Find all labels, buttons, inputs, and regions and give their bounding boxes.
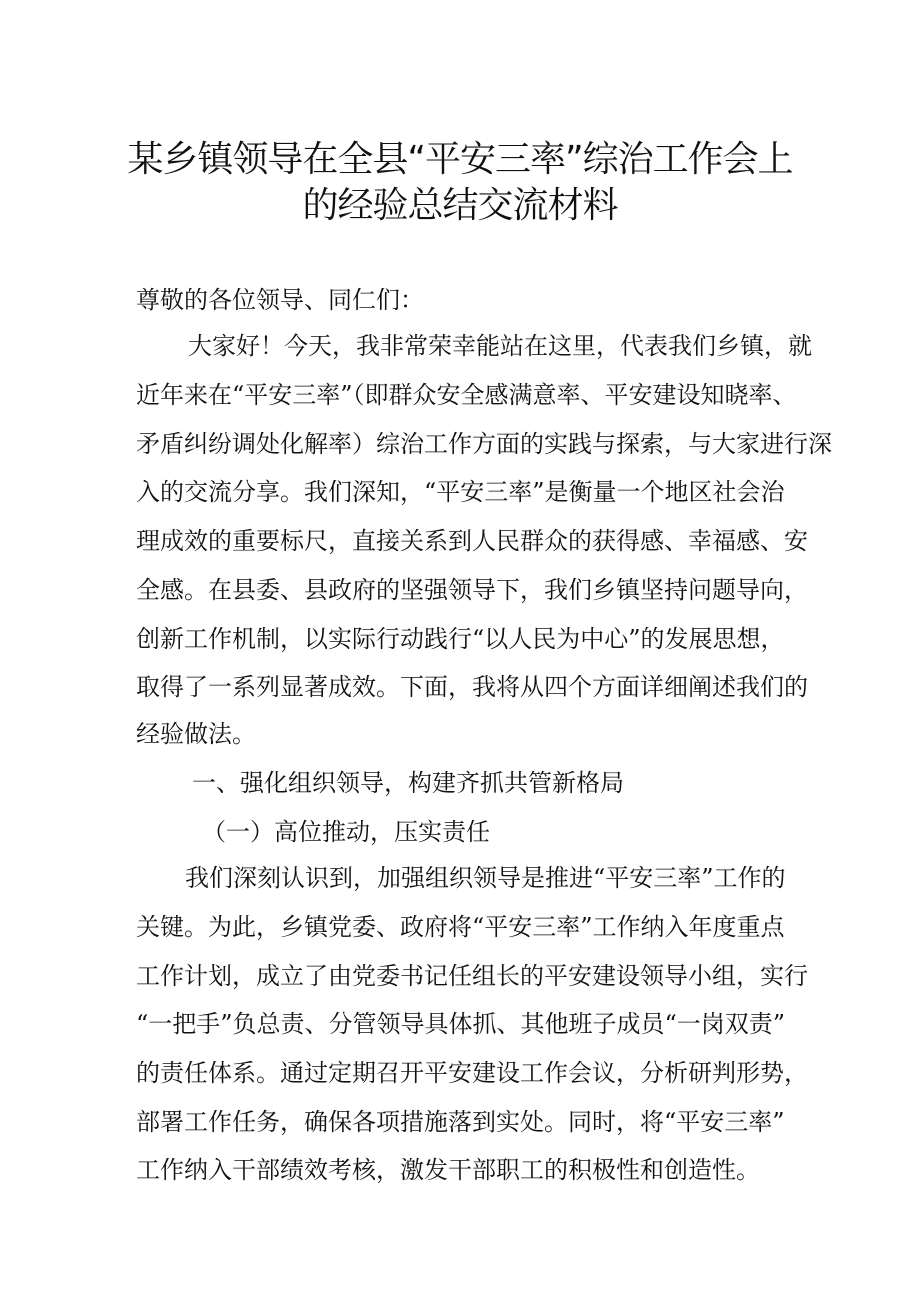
body-line: 工作纳入干部绩效考核，激发干部职工的积极性和创造性。 <box>136 1156 760 1184</box>
body-line: 矛盾纠纷调处化解率）综治工作方面的实践与探索，与大家进行深 <box>136 430 832 458</box>
body-line: 经验做法。 <box>136 720 256 748</box>
document-title-line-2: 的经验总结交流材料 <box>302 185 618 226</box>
body-line: 入的交流分享。我们深知，“平安三率”是衡量一个地区社会治 <box>136 478 785 506</box>
body-line: 全感。在县委、县政府的坚强领导下，我们乡镇坚持问题导向， <box>136 576 808 604</box>
body-line: 工作计划，成立了由党委书记任组长的平安建设领导小组，实行 <box>136 962 808 990</box>
body-line: “一把手”负总责、分管领导具体抓、其他班子成员“一岗双责” <box>136 1010 786 1038</box>
body-line: 部署工作任务，确保各项措施落到实处。同时，将“平安三率” <box>136 1108 785 1136</box>
subsection-heading: （一）高位推动，压实责任 <box>202 818 490 846</box>
body-line: 的责任体系。通过定期召开平安建设工作会议，分析研判形势， <box>136 1059 808 1087</box>
body-line: 关键。为此，乡镇党委、政府将“平安三率”工作纳入年度重点 <box>136 913 785 941</box>
body-line: 取得了一系列显著成效。下面，我将从四个方面详细阐述我们的 <box>136 673 808 701</box>
body-line: 我们深刻认识到，加强组织领导是推进“平安三率”工作的 <box>185 864 786 892</box>
section-heading: 一、强化组织领导，构建齐抓共管新格局 <box>192 769 624 797</box>
body-line: 大家好！今天，我非常荣幸能站在这里，代表我们乡镇，就 <box>188 332 812 360</box>
document-title-line-1: 某乡镇领导在全县“平安三率”综治工作会上 <box>127 139 793 180</box>
body-line: 创新工作机制，以实际行动践行“以人民为中心”的发展思想， <box>136 625 785 653</box>
body-line: 近年来在“平安三率”（即群众安全感满意率、平安建设知晓率、 <box>136 381 797 409</box>
salutation: 尊敬的各位领导、同仁们： <box>136 286 424 314</box>
body-line: 理成效的重要标尺，直接关系到人民群众的获得感、幸福感、安 <box>136 527 808 555</box>
